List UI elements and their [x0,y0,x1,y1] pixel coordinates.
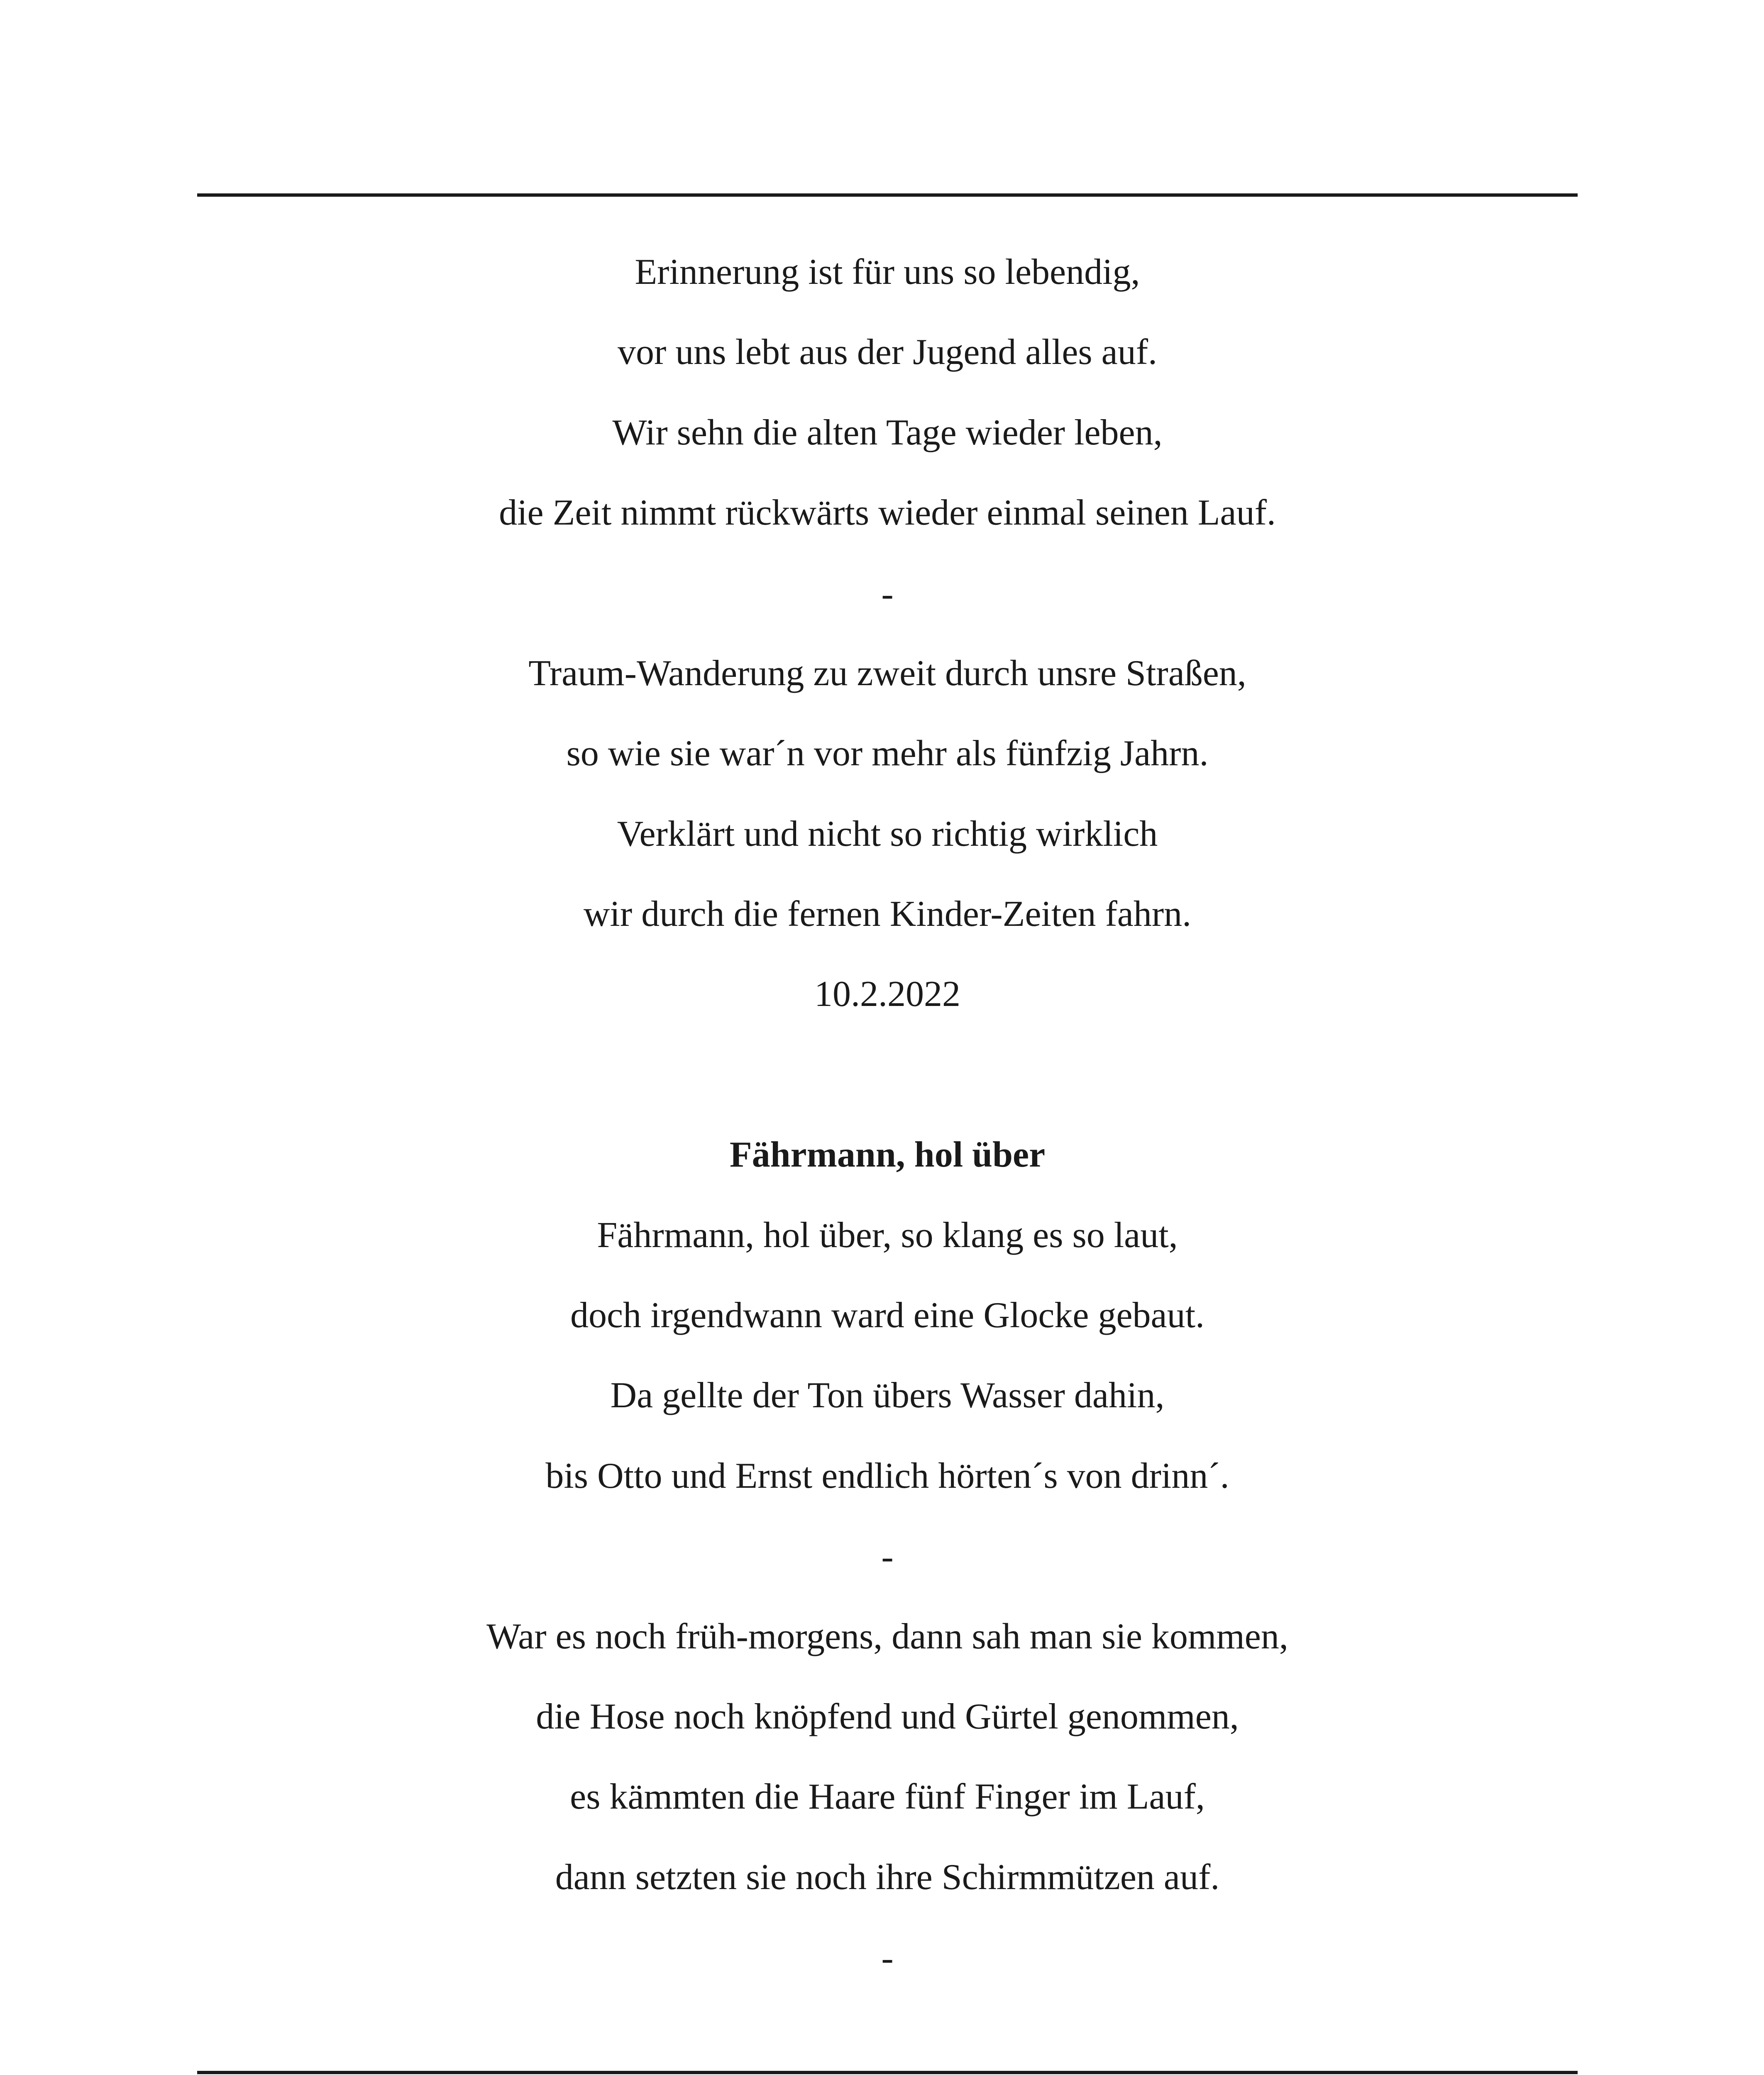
poem-line: wir durch die fernen Kinder-Zeiten fahrn. [583,894,1192,934]
stanza-separator: - [881,1537,894,1577]
poem-line: Fährmann, hol über, so klang es so laut, [597,1215,1178,1255]
poem-line: dann setzten sie noch ihre Schirmmützen auf. [555,1857,1220,1897]
header-rule [197,193,1578,197]
poem-line: Da gellte der Ton übers Wasser dahin, [610,1375,1165,1416]
poem-line: Traum-Wanderung zu zweit durch unsre Straßen, [528,653,1246,693]
poem-line: War es noch früh-morgens, dann sah man sie kommen, [486,1616,1288,1657]
poem-line: vor uns lebt aus der Jugend alles auf. [617,332,1158,372]
poem-date: 10.2.2022 [814,974,960,1014]
poem-line: Wir sehn die alten Tage wieder leben, [612,413,1163,453]
poem-line: die Hose noch knöpfend und Gürtel genommen, [536,1697,1239,1737]
poem-line: Verklärt und nicht so richtig wirklich [617,814,1158,854]
poem-line: Erinnerung ist für uns so lebendig, [635,252,1140,292]
poem-line: die Zeit nimmt rückwärts wieder einmal seinen Lauf. [499,493,1276,533]
poem-line: doch irgendwann ward eine Glocke gebaut. [570,1295,1205,1335]
footer-rule [197,2071,1578,2074]
poem-line: so wie sie war´n vor mehr als fünfzig Jahrn. [566,733,1209,774]
poem-line: es kämmten die Haare fünf Finger im Lauf, [570,1777,1205,1817]
stanza-separator: - [881,1938,894,1978]
poem-line: bis Otto und Ernst endlich hörten´s von drinn´. [545,1456,1229,1496]
stanza-separator: - [881,574,894,614]
poem-title: Fährmann, hol über [729,1135,1046,1175]
